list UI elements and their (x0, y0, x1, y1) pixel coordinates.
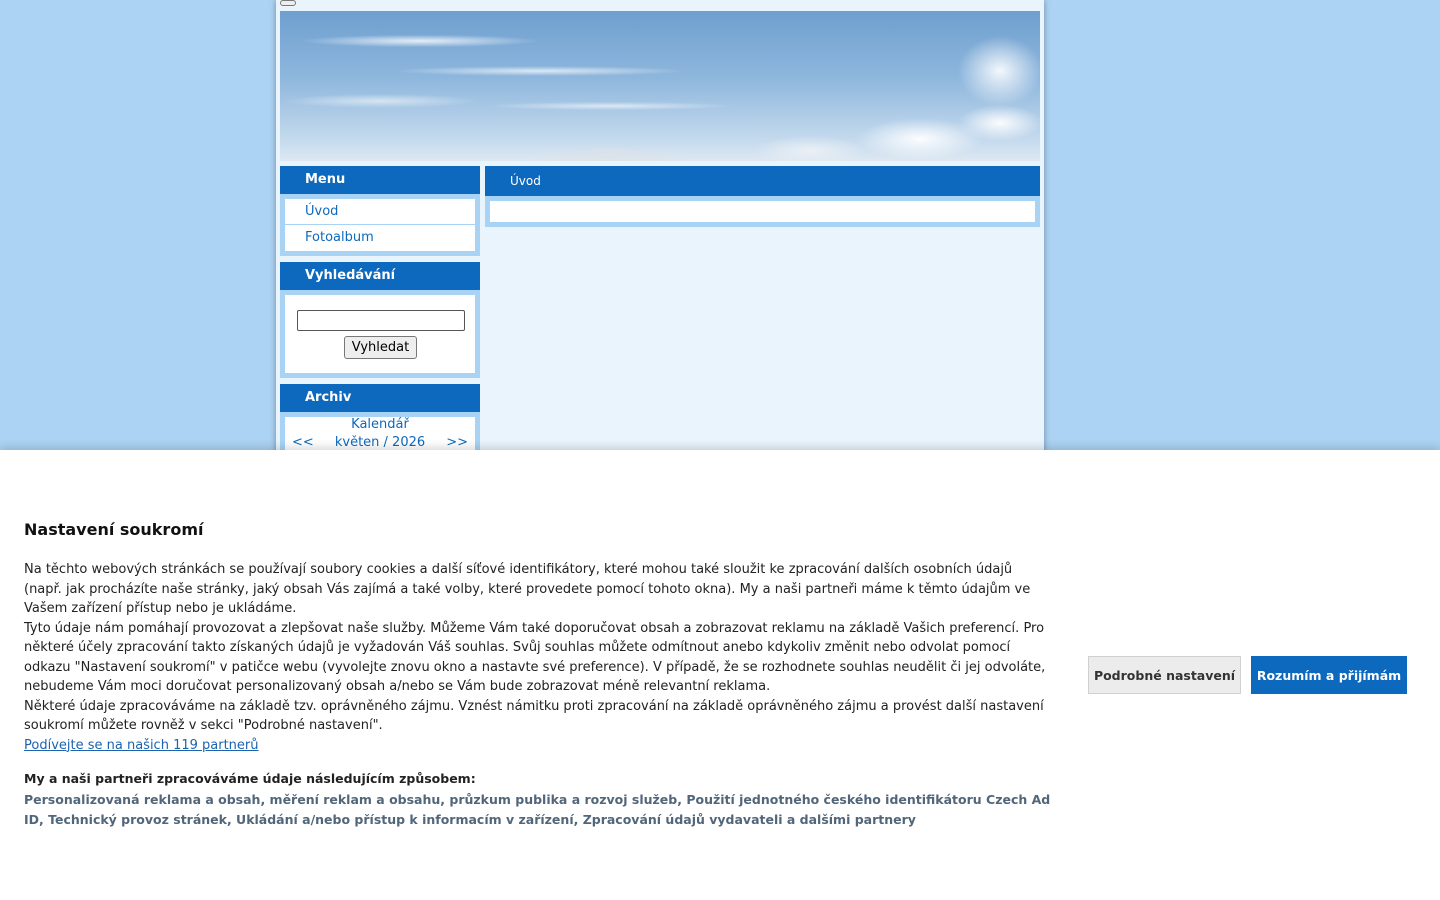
content-inner (490, 201, 1035, 222)
cookie-description (24, 560, 1054, 755)
small-button[interactable] (280, 0, 296, 6)
sky-banner-image (280, 11, 1040, 161)
top-strip (280, 0, 1040, 11)
cookie-paragraph-2: Tyto údaje nám pomáhají provozovat a zlepšovat naše služby. Můžeme Vám také doporučovat obsah a zobrazovat reklamu na základě Vašich preferencí. Pro některé účely zpracování takto získaných údajů je vyžadován Váš souhlas. Svůj souhlas můžete odmítnout anebo kdykoliv změnit nebo odvolat pomocí odkazu "Nastavení soukromí" v patičce webu (vyvolejte znovu okno a nastavte své preference). V případě, že se rozhodnete souhlas neudělit či jej odvoláte, nebudeme Vám moci doručovat personalizovaný obsah a/nebo se Vám bude zobrazovat méně relevantní reklama. (24, 620, 1046, 694)
menu-body (280, 194, 480, 256)
sidebar (280, 166, 480, 482)
search-box (280, 262, 480, 378)
menu-item-uvod[interactable]: Úvod (285, 199, 475, 225)
menu-title: Menu (280, 166, 480, 194)
main-content (485, 166, 1040, 227)
content-body (485, 196, 1040, 227)
calendar-month[interactable]: květen / 2026 (334, 435, 426, 450)
detailed-settings-button[interactable]: Podrobné nastavení (1088, 656, 1241, 694)
calendar-title[interactable]: Kalendář (351, 417, 409, 432)
cookie-paragraph-3: Některé údaje zpracováváme na základě tzv. oprávněného zájmu. Vznést námitku proti zpracování na základě oprávněného zájmu a provést další nastavení soukromí můžete rovněž v sekci "Podrobné nastavení". (24, 698, 1044, 733)
purposes-title: My a naši partneři zpracováváme údaje následujícím způsobem: (24, 771, 476, 786)
menu-box (280, 166, 480, 256)
search-body (280, 290, 480, 378)
search-panel (285, 295, 475, 373)
partners-link[interactable]: Podívejte se na našich 119 partnerů (24, 737, 259, 753)
menu-list (285, 199, 475, 251)
purposes-list[interactable]: Personalizovaná reklama a obsah, měření reklam a obsahu, průzkum publika a rozvoj služeb, Použití jednotného českého identifikátoru Czech Ad ID, Technický provoz stránek, Ukládání a/nebo přístup k informacím v zařízení, Zpracování údajů vydavateli a dalšími partnery (24, 792, 1051, 827)
cookie-title: Nastavení soukromí (24, 520, 204, 539)
cookie-paragraph-1: Na těchto webových stránkách se používají soubory cookies a další síťové identifikátory, které mohou také sloužit ke zpracování dalších osobních údajů (např. jak procházíte naše stránky, jaký obsah Vás zajímá a také volby, které provedete pomocí tohoto okna). My a naši partneři máme k těmto údajům ve Vašem zařízení přístup nebo je ukládáme. (24, 562, 1031, 616)
calendar-next-link[interactable]: >> (446, 435, 468, 450)
menu-item-fotoalbum[interactable]: Fotoalbum (305, 230, 374, 245)
content-title: Úvod (485, 166, 1040, 196)
archive-title: Archiv (280, 384, 480, 412)
search-input[interactable] (297, 310, 465, 331)
search-title: Vyhledávání (280, 262, 480, 290)
calendar-prev-link[interactable]: << (292, 435, 314, 450)
cookie-consent-banner (0, 450, 1440, 900)
accept-button[interactable]: Rozumím a přijímám (1251, 656, 1407, 694)
search-button[interactable]: Vyhledat (344, 336, 417, 359)
